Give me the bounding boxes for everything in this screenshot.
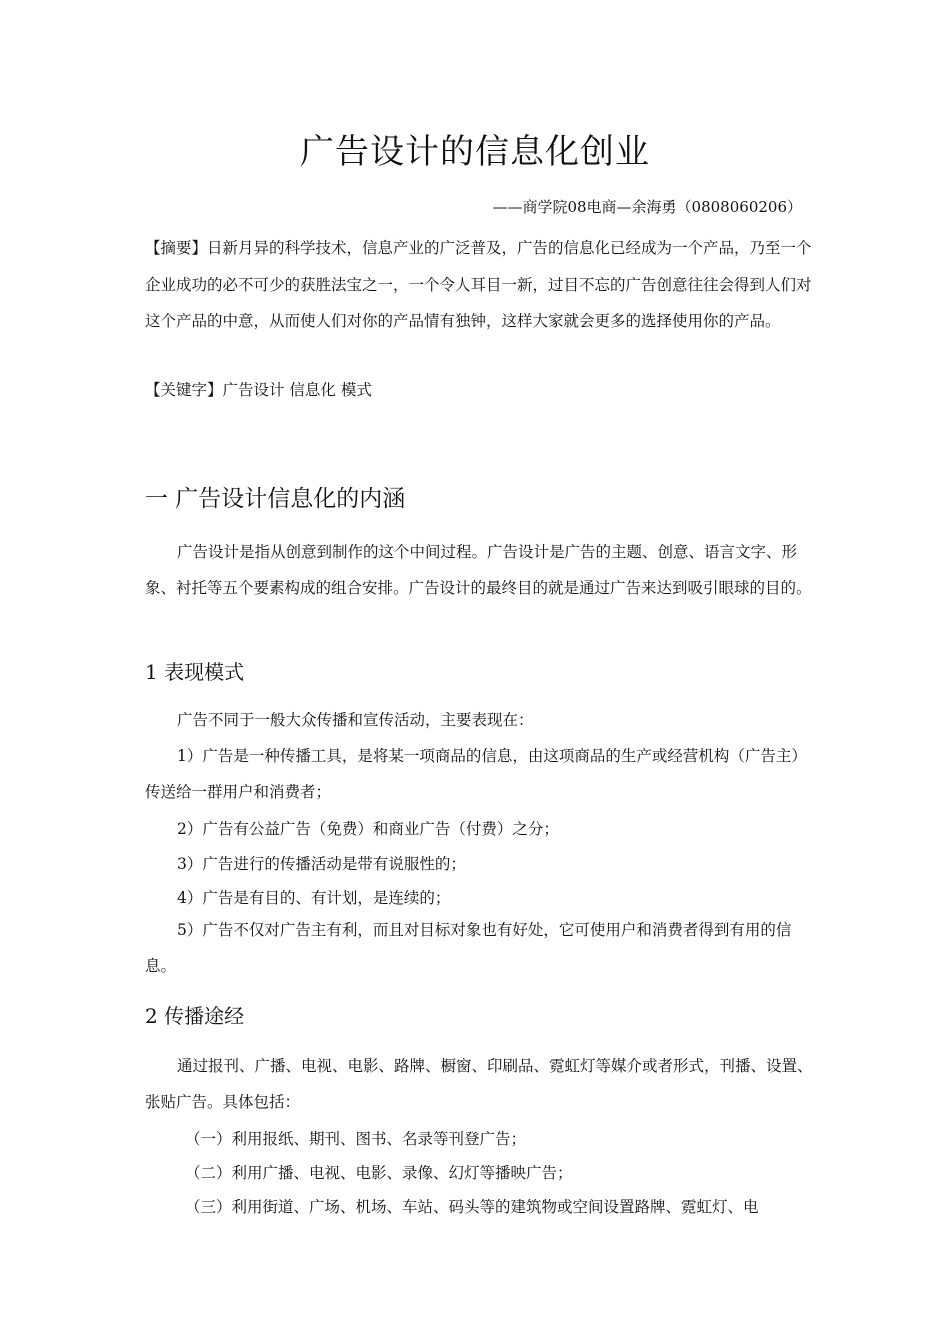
list-item: （一）利用报纸、期刊、图书、名录等刊登广告； [185, 1130, 527, 1148]
list-item: （二）利用广播、电视、电影、录像、幻灯等播映广告； [185, 1164, 573, 1182]
author-byline: ——商学院08电商—余海勇（0808060206） [492, 198, 802, 216]
list-item: 3）广告进行的传播活动是带有说服性的； [177, 855, 466, 873]
list-item: 5）广告不仅对广告主有利，而且对目标对象也有好处，它可使用户和消费者得到有用的信息。 [145, 921, 792, 975]
subsection-heading-1: 1 表现模式 [145, 660, 245, 684]
abstract-paragraph: 【摘要】日新月异的科学技术，信息产业的广泛普及，广告的信息化已经成为一个产品，乃至一个企业成功的必不可少的获胜法宝之一，一个令人耳目一新，过目不忘的广告创意往往会得到人们对这个产品的中意，从而使人们对你的产品情有独钟，这样大家就会更多的选择使用你的产品。 [145, 239, 812, 330]
document-title: 广告设计的信息化创业 [300, 132, 650, 172]
list-item: 1）广告是一种传播工具，是将某一项商品的信息，由这项商品的生产或经营机构（广告主）传送给一群用户和消费者； [145, 747, 807, 801]
list-item: （三）利用街道、广场、机场、车站、码头等的建筑物或空间设置路牌、霓虹灯、电 [185, 1198, 759, 1216]
subsection-heading-2: 2 传播途经 [145, 1004, 245, 1028]
list-item: 2）广告有公益广告（免费）和商业广告（付费）之分； [177, 820, 559, 838]
subsection-1-intro: 广告不同于一般大众传播和宣传活动，主要表现在： [177, 711, 534, 729]
section-heading-1: 一 广告设计信息化的内涵 [145, 486, 406, 512]
keywords-line: 【关键字】广告设计 信息化 模式 [145, 381, 372, 399]
subsection-2-intro: 通过报刊、广播、电视、电影、路牌、橱窗、印刷品、霓虹灯等媒介或者形式，刊播、设置、张贴广告。具体包括： [145, 1057, 813, 1111]
section-1-paragraph: 广告设计是指从创意到制作的这个中间过程。广告设计是广告的主题、创意、语言文字、形象、衬托等五个要素构成的组合安排。广告设计的最终目的就是通过广告来达到吸引眼球的目的。 [145, 543, 812, 597]
list-item: 4）广告是有目的、有计划，是连续的； [177, 889, 451, 907]
